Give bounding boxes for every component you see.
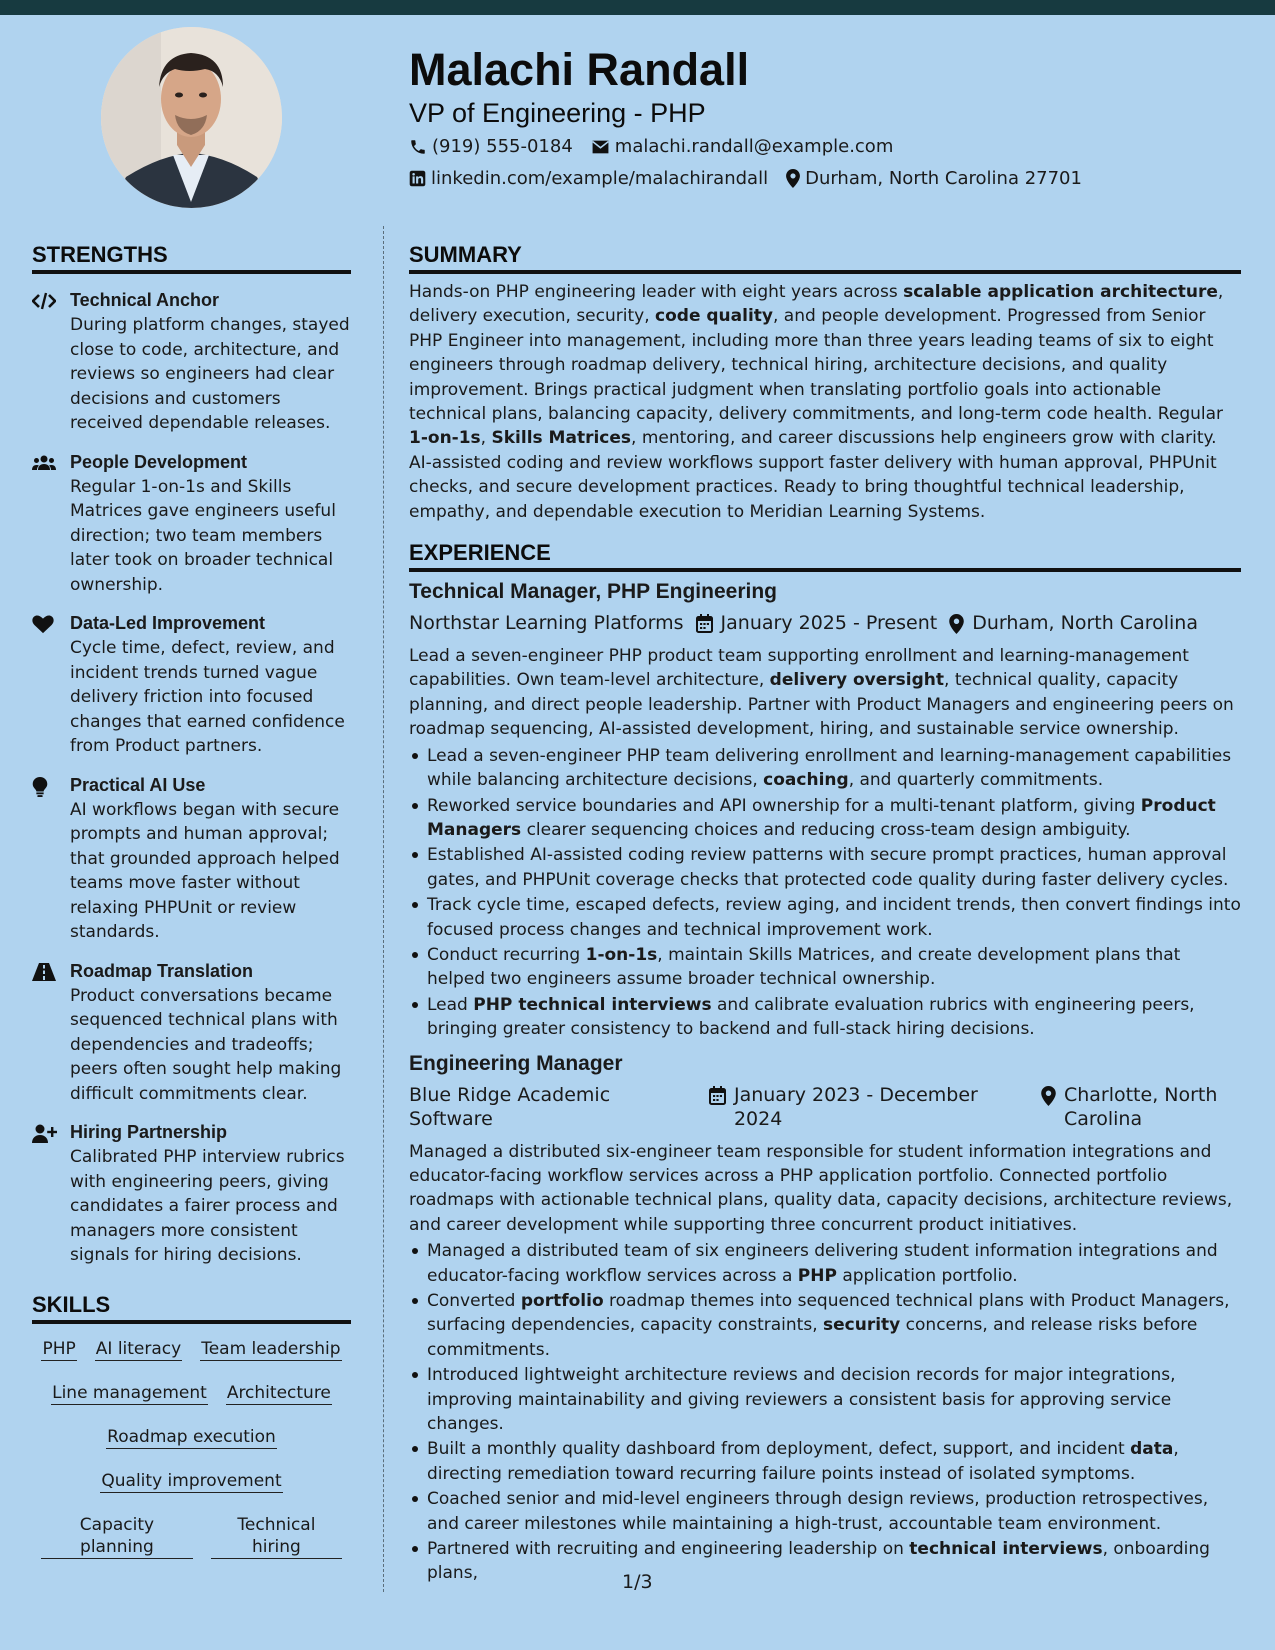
map-marker-icon (1041, 1086, 1056, 1106)
candidate-title: VP of Engineering - PHP (409, 98, 706, 128)
skill-tag: Quality improvement (101, 1470, 282, 1491)
dates-text: January 2025 - Present (720, 612, 938, 635)
lightbulb-icon (32, 777, 48, 797)
strength-title: People Development (70, 451, 248, 472)
job-location (949, 611, 1198, 635)
strength-title: Practical AI Use (70, 774, 206, 795)
bullet-item: Partnered with recruiting and engineering leadership on technical interviews, onboarding plans, (409, 1537, 1241, 1586)
bullet-item: Coached senior and mid-level engineers through design reviews, production retrospectives, and career milestones while maintaining a high-trust, accountable team environment. (409, 1487, 1241, 1536)
strengths-heading: STRENGTHS (32, 240, 351, 274)
bullet-item: Converted portfolio roadmap themes into sequenced technical plans with Product Managers, surfacing dependencies, capacity constraints, security concerns, and release risks before commitments. (409, 1289, 1241, 1362)
job-bullets (409, 1239, 1241, 1586)
strength-item (32, 959, 351, 1107)
user-plus-icon (32, 1124, 57, 1143)
calendar-icon (696, 614, 713, 633)
road-icon (32, 963, 56, 981)
left-column (32, 240, 351, 1580)
page-number: 1/3 (622, 1571, 653, 1593)
job-entry (409, 578, 1241, 1042)
strength-title: Roadmap Translation (70, 960, 254, 981)
top-accent-bar (0, 0, 1275, 15)
bullet-item: Managed a distributed team of six engineers delivering student information integrations and educator-facing workflow services across a PHP application portfolio. (409, 1239, 1241, 1288)
location-text: Durham, North Carolina (972, 612, 1198, 635)
summary-text: Hands-on PHP engineering leader with eight years across scalable application architecture, delivery execution, security, code quality, and people development. Progressed from Senior PHP Engineer into management, including more than three years leading teams of six to eight engineers through roadmap delivery, technical hiring, architecture decisions, and quality improvement. Brings practical judgment when translating portfolio goals into actionable technical plans, balancing capacity, delivery commitments, and long-term code health. Regular 1-on-1s, Skills Matrices, mentoring, and career discussions help engineers grow with clarity. AI-assisted coding and review workflows support faster delivery with human approval, PHPUnit checks, and secure development practices. Ready to bring thoughtful technical leadership, empathy, and dependable execution to Meridian Learning Systems. (409, 282, 1224, 522)
strength-title: Data-Led Improvement (70, 613, 266, 633)
map-marker-icon (786, 169, 800, 188)
job-intro: Managed a distributed six-engineer team responsible for student information integrations and educator-facing workflow services across a PHP application portfolio. Connected portfolio roadmaps with actionable technical plans, quality data, capacity decisions, architecture reviews, and career development while supporting three concurrent product initiatives. (409, 1141, 1233, 1235)
job-meta (409, 611, 1241, 635)
skill-tag: Line management (52, 1382, 207, 1403)
phone-contact[interactable] (409, 131, 573, 162)
job-dates (696, 611, 938, 635)
contact-row-2 (409, 163, 1249, 194)
skill-tag: PHP (42, 1338, 76, 1359)
job-company (409, 1083, 697, 1131)
job-entry (409, 1050, 1241, 1586)
bullet-item: Track cycle time, escaped defects, review aging, and incident trends, then convert findings into focused process changes and technical improvement work. (409, 893, 1241, 942)
company-name: Blue Ridge Academic Software (409, 1083, 611, 1130)
map-marker-icon (949, 614, 964, 634)
skill-row (32, 1338, 351, 1361)
linkedin-icon (409, 170, 426, 187)
contact-row-1 (409, 131, 1249, 162)
bullet-item: Established AI-assisted coding review patterns with secure prompt practices, human approval gates, and PHPUnit coverage checks that protected code quality during faster delivery cycles. (409, 843, 1241, 892)
strength-title: Technical Anchor (70, 290, 220, 310)
profile-photo (101, 27, 282, 208)
linkedin-contact[interactable] (409, 163, 768, 194)
location-text: Charlotte, North Carolina (1063, 1083, 1218, 1130)
skill-tag: Capacity planning (41, 1514, 193, 1559)
phone-text: (919) 555-0184 (432, 136, 573, 157)
job-dates (709, 1083, 1029, 1131)
strength-desc: Cycle time, defect, review, and incident trends turned vague delivery friction into focused changes that earned confidence from Product partners. (70, 638, 345, 756)
bullet-item: Conduct recurring 1-on-1s, maintain Skills Matrices, and create development plans that helped two engineers assume broader technical ownership. (409, 943, 1241, 992)
skill-row (32, 1514, 351, 1559)
skill-tag: Architecture (226, 1382, 331, 1403)
strength-desc: Product conversations became sequenced technical plans with dependencies and tradeoffs; peers often sought help making difficult commitments clear. (70, 985, 342, 1104)
company-name: Northstar Learning Platforms (409, 612, 684, 635)
heart-icon (32, 615, 54, 634)
job-intro: Lead a seven-engineer PHP product team supporting enrollment and learning-management capabilities. Own team-level architecture, delivery oversight, technical quality, capacity planning, and direct people leadership. Partner with Product Managers and engineering peers on roadmap sequencing, AI-assisted development, hiring, and sustainable service ownership. (409, 646, 1234, 740)
calendar-icon (709, 1086, 726, 1105)
skills-list (32, 1338, 351, 1559)
bullet-item: Built a monthly quality dashboard from deployment, defect, support, and incident data, directing remediation toward recurring failure points instead of isolated symptoms. (409, 1437, 1241, 1486)
skill-tag: Technical hiring (211, 1514, 342, 1559)
strength-item (32, 288, 351, 436)
skill-row (32, 1382, 351, 1405)
skill-tag: AI literacy (95, 1338, 182, 1359)
strength-desc: AI workflows began with secure prompts and human approval; that grounded approach helped teams move faster without relaxing PHPUnit or review standards. (70, 799, 340, 942)
strength-item (32, 1120, 351, 1268)
dates-text: January 2023 - December 2024 (733, 1083, 978, 1130)
bullet-item: Introduced lightweight architecture reviews and decision records for major integrations, improving maintainability and giving reviewers a consistent basis for approving service changes. (409, 1363, 1241, 1436)
job-title: Technical Manager, PHP Engineering (409, 580, 777, 604)
code-icon (32, 292, 56, 310)
job-title: Engineering Manager (409, 1051, 623, 1075)
job-company (409, 611, 684, 635)
job-meta (409, 1083, 1241, 1131)
email-text: malachi.randall@example.com (614, 136, 894, 157)
bullet-item: Reworked service boundaries and API ownership for a multi-tenant platform, giving Product Managers clearer sequencing choices and reducing cross-team design ambiguity. (409, 794, 1241, 843)
strength-desc: Calibrated PHP interview rubrics with engineering peers, giving candidates a fairer process and managers more consistent signals for hiring decisions. (70, 1147, 345, 1265)
job-location (1041, 1083, 1229, 1131)
strength-desc: During platform changes, stayed close to code, architecture, and reviews so engineers had clear decisions and customers received dependable releases. (70, 315, 350, 433)
email-contact[interactable] (591, 131, 894, 162)
phone-icon (409, 138, 427, 156)
summary-heading: SUMMARY (409, 240, 1241, 274)
column-divider (383, 226, 384, 1592)
skill-tag: Team leadership (201, 1338, 341, 1359)
skill-row (32, 1470, 351, 1493)
location-contact (786, 163, 1082, 194)
linkedin-text: linkedin.com/example/malachirandall (431, 168, 769, 189)
bullet-item: Lead PHP technical interviews and calibrate evaluation rubrics with engineering peers, bringing greater consistency to backend and full-stack hiring decisions. (409, 993, 1241, 1042)
job-bullets (409, 744, 1241, 1042)
resume-header (409, 42, 1249, 194)
bullet-item: Lead a seven-engineer PHP team delivering enrollment and learning-management capabilities while balancing architecture decisions, coaching, and quarterly commitments. (409, 744, 1241, 793)
skills-heading: SKILLS (32, 1290, 351, 1324)
strength-item (32, 611, 351, 759)
strength-item (32, 773, 351, 945)
strength-desc: Regular 1-on-1s and Skills Matrices gave engineers useful direction; two team members later took on broader technical ownership. (70, 476, 336, 595)
candidate-name: Malachi Randall (409, 44, 750, 95)
strength-item (32, 450, 351, 598)
location-text: Durham, North Carolina 27701 (805, 168, 1082, 189)
experience-heading: EXPERIENCE (409, 538, 1241, 572)
skill-tag: Roadmap execution (107, 1426, 276, 1447)
strength-title: Hiring Partnership (70, 1122, 228, 1142)
users-icon (32, 454, 56, 472)
skill-row (32, 1426, 351, 1449)
right-column (409, 240, 1241, 1587)
envelope-icon (591, 139, 610, 155)
